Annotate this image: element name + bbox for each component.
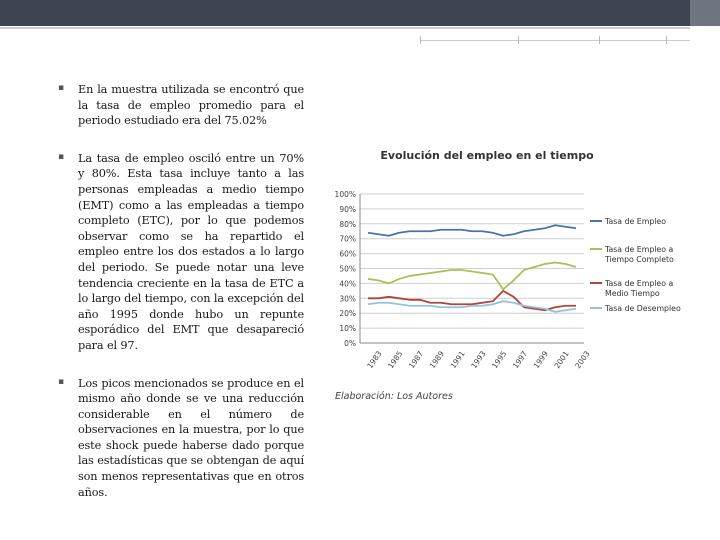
- y-tick-label: 80%: [339, 219, 356, 229]
- bullet-text: La tasa de empleo osciló entre un 70% y 80%. Esta tasa incluye tanto a las personas empleadas a medio tiempo (EMT) como a las empleadas a tiempo completo (ETC), por lo que podemos observar como se ha repartido el empleo entre los dos estados a lo largo del periodo. Se puede notar una leve tendencia creciente en la tasa de ETC a lo largo del tiempo, con la excepción del año 1995 donde hubo un repunte esporádico del EMT que desapareció para el 97.: [78, 151, 304, 352]
- y-tick-label: 10%: [339, 324, 356, 334]
- ruler-tick: [666, 36, 667, 44]
- top-divider: [0, 27, 690, 29]
- x-tick-label: 1999: [531, 349, 550, 371]
- y-tick-label: 60%: [339, 249, 356, 259]
- legend-label: Tasa de Empleo a Medio Tiempo: [605, 279, 674, 298]
- x-tick-label: 1987: [406, 349, 426, 371]
- x-tick-label: 1989: [427, 349, 446, 371]
- x-tick-label: 2001: [552, 349, 571, 371]
- bullet-item: [58, 82, 304, 129]
- series-line: [368, 291, 576, 310]
- chart-title: Evolución del empleo en el tiempo: [380, 149, 594, 162]
- y-tick-label: 20%: [339, 309, 356, 319]
- legend-label: Tasa de Empleo: [605, 217, 666, 226]
- ruler-tick: [420, 36, 421, 44]
- legend-label: Tasa de Empleo a Tiempo Completo: [605, 245, 674, 264]
- x-tick-label: 2003: [573, 349, 592, 371]
- chart-canvas: [322, 142, 702, 392]
- ruler-tick: [599, 36, 600, 44]
- bullet-item: [58, 151, 304, 354]
- series-line: [368, 225, 576, 235]
- legend-label: Tasa de Desempleo: [605, 304, 681, 313]
- y-tick-label: 30%: [339, 294, 356, 304]
- x-tick-label: 1995: [490, 349, 509, 371]
- top-bar: [0, 0, 720, 26]
- y-tick-label: 100%: [334, 190, 356, 199]
- x-tick-label: 1993: [469, 349, 488, 371]
- bullet-list: [58, 82, 304, 522]
- x-tick-label: 1991: [448, 349, 467, 371]
- bullet-text: En la muestra utilizada se encontró que la tasa de empleo promedio para el periodo estudiado era del 75.02%: [78, 83, 304, 128]
- bullet-text: Los picos mencionados se produce en el mismo año donde se ve una reducción considerable en el número de observaciones en la muestra, por lo que este shock puede haberse dado porque las estadísticas que se obtengan de aquí son menos representativas que en otros años.: [78, 376, 304, 499]
- x-tick-label: 1997: [510, 349, 530, 371]
- x-tick-label: 1983: [365, 349, 384, 371]
- bullet-icon: ▪: [58, 376, 65, 387]
- bullet-icon: ▪: [58, 83, 65, 93]
- employment-chart: [322, 142, 702, 412]
- ruler-line: [420, 40, 690, 41]
- y-tick-label: 0%: [344, 339, 356, 348]
- y-tick-label: 40%: [339, 279, 356, 289]
- x-tick-label: 1985: [386, 349, 405, 371]
- bullet-icon: ▪: [58, 151, 65, 162]
- top-bar-tab: [690, 0, 720, 26]
- y-tick-label: 90%: [339, 204, 356, 214]
- y-tick-label: 70%: [339, 234, 356, 244]
- y-tick-label: 50%: [339, 264, 356, 274]
- series-line: [368, 263, 576, 290]
- ruler-tick: [518, 36, 519, 44]
- source-note: Elaboración: Los Autores: [335, 391, 453, 402]
- bullet-item: [58, 376, 304, 501]
